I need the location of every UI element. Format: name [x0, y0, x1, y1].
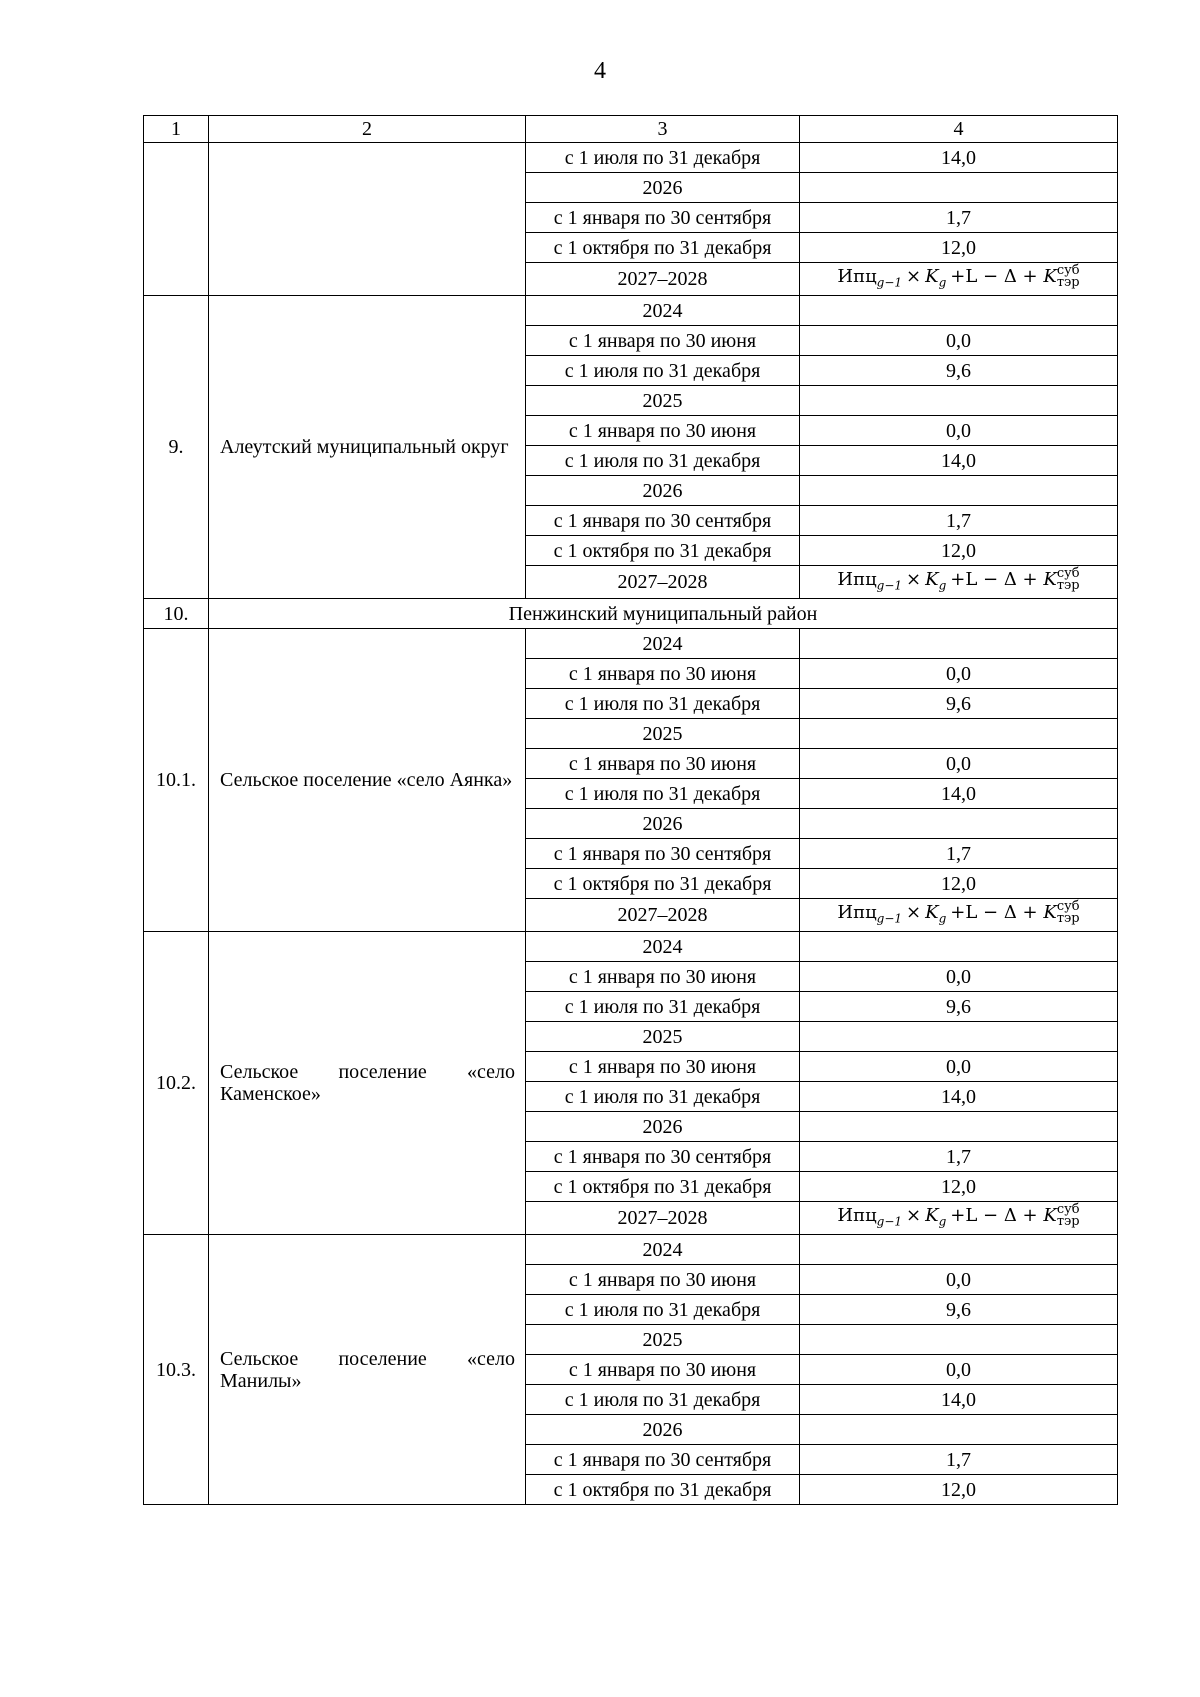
row-number-cell: 9.	[144, 296, 209, 599]
table-row	[144, 1235, 1118, 1265]
value-cell: 1,7	[800, 1142, 1118, 1172]
table-row	[144, 143, 1118, 173]
table-body	[144, 116, 1118, 1505]
period-cell: с 1 июля по 31 декабря	[526, 356, 800, 386]
value-cell	[800, 173, 1118, 203]
value-cell	[800, 719, 1118, 749]
period-cell: 2025	[526, 1325, 800, 1355]
formula-expression: $Ипц_{g-1} \times K_g +L - \Delta + K$ суб тэр	[837, 262, 1080, 290]
value-cell	[800, 476, 1118, 506]
value-cell: 14,0	[800, 143, 1118, 173]
value-cell: 1,7	[800, 839, 1118, 869]
period-cell: 2024	[526, 1235, 800, 1265]
header-cell: 4	[800, 116, 1118, 143]
period-cell: с 1 января по 30 июня	[526, 326, 800, 356]
value-cell: 14,0	[800, 446, 1118, 476]
period-cell: 2026	[526, 1415, 800, 1445]
value-cell: 1,7	[800, 1445, 1118, 1475]
period-cell: с 1 октября по 31 декабря	[526, 1475, 800, 1505]
period-cell: 2027–2028	[526, 1202, 800, 1235]
row-number-cell: 10.3.	[144, 1235, 209, 1505]
value-cell	[800, 386, 1118, 416]
empty-name-cell	[209, 143, 526, 296]
period-cell: с 1 января по 30 июня	[526, 962, 800, 992]
header-cell: 1	[144, 116, 209, 143]
period-cell: с 1 января по 30 июня	[526, 659, 800, 689]
value-cell: 0,0	[800, 659, 1118, 689]
period-cell: 2024	[526, 629, 800, 659]
period-cell: 2025	[526, 386, 800, 416]
value-cell: 12,0	[800, 536, 1118, 566]
value-cell	[800, 1112, 1118, 1142]
period-cell: с 1 января по 30 июня	[526, 749, 800, 779]
section-title-cell: Пенжинский муниципальный район	[209, 599, 1118, 629]
period-cell: 2027–2028	[526, 566, 800, 599]
period-cell: с 1 июля по 31 декабря	[526, 446, 800, 476]
value-cell: 0,0	[800, 1052, 1118, 1082]
page-number: 4	[594, 58, 606, 84]
value-cell: 0,0	[800, 1265, 1118, 1295]
value-cell: 0,0	[800, 326, 1118, 356]
header-cell: 2	[209, 116, 526, 143]
value-cell: 0,0	[800, 1355, 1118, 1385]
value-cell	[800, 566, 1118, 599]
period-cell: 2026	[526, 1112, 800, 1142]
formula-expression: $Ипц_{g-1} \times K_g +L - \Delta + K$ суб тэр	[837, 898, 1080, 926]
period-cell: с 1 января по 30 июня	[526, 416, 800, 446]
period-cell: 2025	[526, 719, 800, 749]
period-cell: с 1 июля по 31 декабря	[526, 689, 800, 719]
period-cell: с 1 октября по 31 декабря	[526, 1172, 800, 1202]
table-row	[144, 932, 1118, 962]
section-number-cell: 10.	[144, 599, 209, 629]
section-row	[144, 599, 1118, 629]
period-cell: с 1 июля по 31 декабря	[526, 1082, 800, 1112]
period-cell: с 1 января по 30 июня	[526, 1052, 800, 1082]
header-cell: 3	[526, 116, 800, 143]
value-cell: 0,0	[800, 749, 1118, 779]
row-number-cell: 10.1.	[144, 629, 209, 932]
value-cell	[800, 1415, 1118, 1445]
value-cell: 12,0	[800, 1172, 1118, 1202]
value-cell: 1,7	[800, 506, 1118, 536]
value-cell	[800, 629, 1118, 659]
period-cell: с 1 января по 30 сентября	[526, 203, 800, 233]
period-cell: 2026	[526, 476, 800, 506]
period-cell: с 1 января по 30 июня	[526, 1355, 800, 1385]
value-cell	[800, 1235, 1118, 1265]
table-row	[144, 296, 1118, 326]
settlement-name-cell: Сельское поселение «село Каменское»	[209, 932, 526, 1235]
period-cell: с 1 января по 30 сентября	[526, 1445, 800, 1475]
value-cell: 0,0	[800, 962, 1118, 992]
tariff-table	[143, 115, 1118, 1505]
period-cell: 2025	[526, 1022, 800, 1052]
period-cell: 2027–2028	[526, 263, 800, 296]
value-cell: 9,6	[800, 992, 1118, 1022]
period-cell: с 1 января по 30 сентября	[526, 506, 800, 536]
value-cell: 12,0	[800, 869, 1118, 899]
period-cell: с 1 июля по 31 декабря	[526, 779, 800, 809]
period-cell: с 1 октября по 31 декабря	[526, 233, 800, 263]
period-cell: 2024	[526, 932, 800, 962]
settlement-name-cell: Сельское поселение «село Аянка»	[209, 629, 526, 932]
value-cell	[800, 932, 1118, 962]
period-cell: 2026	[526, 809, 800, 839]
period-cell: с 1 июля по 31 декабря	[526, 1295, 800, 1325]
settlement-name-cell: Сельское поселение «село Манилы»	[209, 1235, 526, 1505]
period-cell: с 1 января по 30 сентября	[526, 839, 800, 869]
value-cell: 9,6	[800, 689, 1118, 719]
value-cell: 0,0	[800, 416, 1118, 446]
period-cell: 2024	[526, 296, 800, 326]
value-cell: 9,6	[800, 1295, 1118, 1325]
period-cell: с 1 июля по 31 декабря	[526, 1385, 800, 1415]
period-cell: с 1 июля по 31 декабря	[526, 992, 800, 1022]
value-cell: 12,0	[800, 1475, 1118, 1505]
value-cell: 14,0	[800, 1082, 1118, 1112]
value-cell: 9,6	[800, 356, 1118, 386]
municipality-name-cell: Алеутский муниципальный округ	[209, 296, 526, 599]
value-cell	[800, 1325, 1118, 1355]
value-cell: 1,7	[800, 203, 1118, 233]
period-cell: 2027–2028	[526, 899, 800, 932]
value-cell: 12,0	[800, 233, 1118, 263]
value-cell	[800, 1022, 1118, 1052]
table-row	[144, 629, 1118, 659]
period-cell: с 1 октября по 31 декабря	[526, 869, 800, 899]
formula-expression: $Ипц_{g-1} \times K_g +L - \Delta + K$ суб тэр	[837, 1201, 1080, 1229]
empty-num-cell	[144, 143, 209, 296]
row-number-cell: 10.2.	[144, 932, 209, 1235]
value-cell	[800, 809, 1118, 839]
value-cell	[800, 1202, 1118, 1235]
period-cell: с 1 января по 30 сентября	[526, 1142, 800, 1172]
period-cell: с 1 января по 30 июня	[526, 1265, 800, 1295]
value-cell: 14,0	[800, 779, 1118, 809]
period-cell: с 1 октября по 31 декабря	[526, 536, 800, 566]
value-cell	[800, 263, 1118, 296]
value-cell: 14,0	[800, 1385, 1118, 1415]
formula-expression: $Ипц_{g-1} \times K_g +L - \Delta + K$ суб тэр	[837, 565, 1080, 593]
value-cell	[800, 899, 1118, 932]
table-header-row	[144, 116, 1118, 143]
period-cell: с 1 июля по 31 декабря	[526, 143, 800, 173]
period-cell: 2026	[526, 173, 800, 203]
value-cell	[800, 296, 1118, 326]
